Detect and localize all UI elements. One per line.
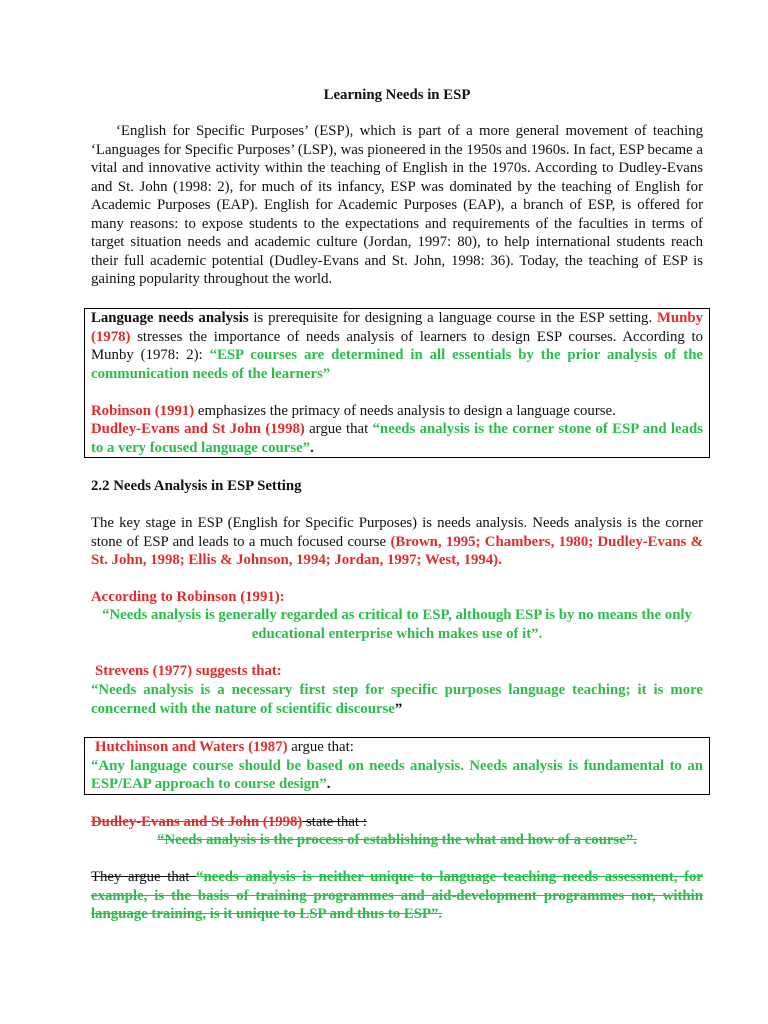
struck-quote: “Needs analysis is the process of establishing the what and how of a course”. bbox=[157, 832, 637, 848]
strevens-quote-close: ” bbox=[394, 700, 403, 717]
intro-paragraph: ‘English for Specific Purposes’ (ESP), which is part of a more general movement of teaching ‘Languages for Specific Purposes’ (LSP), was pioneered in the 1950s and 1960s. In fact, ESP became a vital and innovative activity within the teaching of English in the 1970s. According to Dudley-Evans and St. John (1998: 2), for much of its infancy, ESP was dominated by the teaching of English for Academic Purposes (EAP). English for Academic Purposes (EAP), a branch of ESP, is offered for many reasons: to expose students to the expectations and requirements of the faculties in terms of target situation needs and academic culture (Jordan, 1997: 80), to help international students reach their full academic potential (Dudley-Evans and St. John, 1998: 36). Today, the teaching of ESP is gaining popularity throughout the world. bbox=[91, 123, 703, 287]
box1-dudley-evans-text: argue that bbox=[304, 421, 373, 437]
citation-robinson-1991: Robinson (1991) bbox=[91, 402, 195, 419]
box2-label-text: argue that: bbox=[287, 739, 354, 755]
box2-label bbox=[91, 738, 703, 757]
box1-text-2: stresses the importance of needs analysis of learners to design ESP courses. According to Munby (1978: 2): bbox=[91, 328, 703, 363]
strevens-quote: “Needs analysis is a necessary first step for specific purposes language teaching; it is more concerned with the nature of scientific discourse bbox=[91, 682, 703, 717]
box2-quote-end: . bbox=[326, 776, 331, 792]
citation-munby-1978: Munby (1978) bbox=[91, 310, 704, 345]
box2-quote-paragraph bbox=[91, 757, 703, 794]
citation-list: (Brown, 1995; Chambers, 1980; Dudley-Evans & St. John, 1998; Ellis & Johnson, 1994; Jordan, 1997; West, 1994). bbox=[91, 533, 703, 568]
strevens-label: Strevens (1977) suggests that: bbox=[95, 663, 282, 679]
strevens-quote-paragraph bbox=[91, 681, 703, 718]
quote-end-period: . bbox=[310, 439, 314, 456]
section-heading: 2.2 Needs Analysis in ESP Setting bbox=[91, 478, 302, 494]
box1-robinson-text: emphasizes the primacy of needs analysis to design a language course. bbox=[194, 402, 616, 419]
section-paragraph-text: The key stage in ESP (English for Specific Purposes) is needs analysis. Needs analysis is the corner stone of ESP and leads to a much focused course bbox=[91, 515, 703, 550]
section-paragraph bbox=[91, 514, 703, 570]
citation-hutchinson-waters-1987: Hutchinson and Waters (1987) bbox=[95, 739, 288, 755]
struck-citation-dudley-evans: Dudley-Evans and St John (1998) bbox=[91, 814, 303, 830]
struck-quote-line bbox=[91, 831, 703, 850]
term-language-needs-analysis: Language needs analysis bbox=[91, 310, 249, 326]
struck-paragraph bbox=[91, 868, 703, 924]
struck-label bbox=[91, 813, 703, 832]
hutchinson-waters-box bbox=[84, 737, 710, 795]
struck-label-text: state that : bbox=[302, 814, 367, 830]
box1-paragraph-munby bbox=[91, 309, 703, 383]
robinson-label: According to Robinson (1991): bbox=[91, 589, 285, 605]
robinson-quote: “Needs analysis is generally regarded as critical to ESP, although ESP is by no means the only educational enterprise which makes use of it”. bbox=[102, 607, 692, 642]
quote-dudley-evans: “needs analysis is the corner stone of ESP and leads to a very focused language course” bbox=[91, 421, 703, 456]
document-title: Learning Needs in ESP bbox=[323, 87, 471, 103]
needs-analysis-box bbox=[84, 308, 710, 458]
hutchinson-waters-quote: “Any language course should be based on needs analysis. Needs analysis is fundamental to an ESP/EAP approach to course design” bbox=[91, 757, 703, 792]
struck-paragraph-quote: “needs analysis is neither unique to language teaching needs assessment, for example, is the basis of training programmes and aid-development programmes nor, within language training, is it unique to LSP and thus to ESP”. bbox=[91, 869, 704, 922]
box1-text-1: is prerequisite for designing a language course in the ESP setting. bbox=[248, 310, 657, 326]
box1-paragraph-robinson bbox=[91, 402, 703, 421]
citation-dudley-evans-1998: Dudley-Evans and St John (1998) bbox=[91, 421, 305, 437]
box1-paragraph-dudley-evans bbox=[91, 420, 703, 457]
struck-paragraph-text: They argue that bbox=[91, 869, 197, 885]
quote-munby: “ESP courses are determined in all essentials by the prior analysis of the communication needs of the learners” bbox=[91, 347, 703, 382]
